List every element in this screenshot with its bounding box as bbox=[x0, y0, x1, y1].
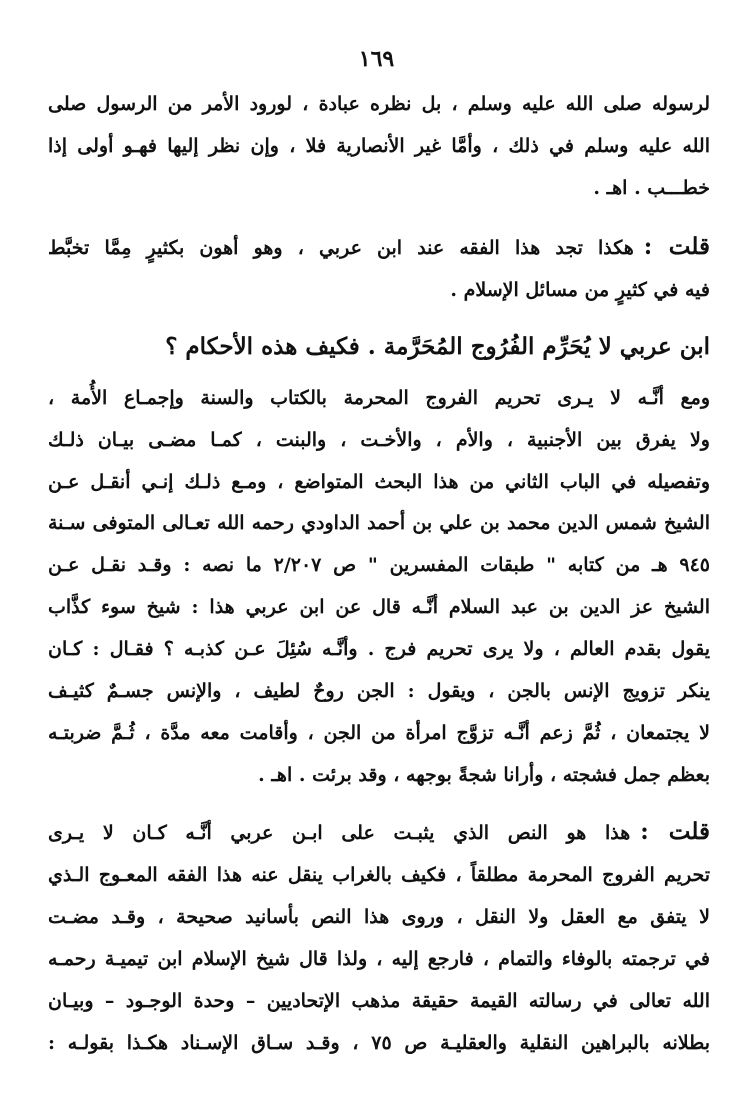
paragraph-1-line-2: الله عليه وسلم في ذلك ، وأمَّا غير الأنصارية فلا ، وإن نظر إليها فهـو أولى إذا bbox=[48, 135, 710, 157]
paragraph-1-line-3: خطـــب . اهـ . bbox=[593, 177, 710, 199]
paragraph-4-line-2: تحريم الفروج المحرمة مطلقاً ، فكيف بالغراب ينقل عنه هذا الفقه المعـوج الـذي bbox=[48, 864, 710, 886]
paragraph-4-line-1 bbox=[48, 812, 710, 852]
paragraph-4-line-5: الله تعالى في رسالته القيمة حقيقة مذهب الإتحاديين – وحدة الوجـود – وبيـان bbox=[48, 990, 710, 1012]
paragraph-3-line-10: بعظم جمل فشجته ، وأرانا شجةً بوجهه ، وقد برئت . اهـ . bbox=[258, 764, 710, 786]
qultu-label-2: قلت : bbox=[640, 818, 710, 845]
paragraph-2-line-1 bbox=[48, 227, 710, 267]
paragraph-2-line-1-text: هكذا تجد هذا الفقه عند ابن عربي ، وهو أهون بكثيرٍ مِمَّا تخبَّط bbox=[48, 237, 634, 259]
paragraph-3-line-5: ٩٤٥ هـ من كتابه " طبقات المفسرين " ص ٢/٢٠٧ ما نصه : وقـد نقـل عـن bbox=[48, 554, 710, 576]
paragraph-3-line-8: ينكر تزويج الإنس بالجن ، ويقول : الجن روحٌ لطيف ، والإنس جسـمٌ كثيـف bbox=[48, 680, 710, 702]
paragraph-3-line-2: ولا يفرق بين الأجنبية ، والأم ، والأخـت ، والبنت ، كمـا مضـى بيـان ذلـك bbox=[48, 429, 710, 451]
paragraph-4-line-1-text: هذا هو النص الذي يثبـت على ابـن عربي أنَّـه كـان لا يـرى bbox=[48, 822, 631, 844]
paragraph-3-line-6: الشيخ عز الدين بن عبد السلام أنَّـه قال عن ابن عربي هذا : شيخ سوء كذَّاب bbox=[48, 596, 710, 618]
qultu-label: قلت : bbox=[643, 233, 710, 260]
paragraph-4-line-4: في ترجمته بالوفاء والتمام ، فارجع إليه ، ولذا قال شيخ الإسلام ابن تيميـة رحمـه bbox=[48, 948, 710, 970]
paragraph-3-line-3: وتفصيله في الباب الثاني من هذا البحث المتواضع ، ومـع ذلـك إنـي أنقـل عـن bbox=[48, 471, 710, 493]
paragraph-3-line-1: ومع أنَّـه لا يـرى تحريم الفروج المحرمة بالكتاب والسنة وإجمـاع الأُمة ، bbox=[48, 387, 710, 409]
paragraph-3-line-7: يقول بقدم العالم ، ولا يرى تحريم فرج . وأنَّـه سُئِلَ عـن كذبـه ؟ فقـال : كـان bbox=[48, 638, 710, 660]
section-heading: ابن عربي لا يُحَرِّم الفُرُوج المُحَرَّمة . فكيف هذه الأحكام ؟ bbox=[165, 333, 710, 360]
paragraph-2-line-2: فيه في كثيرٍ من مسائل الإسلام . bbox=[450, 279, 710, 301]
paragraph-4-line-3: لا يتفق مع العقل ولا النقل ، وروى هذا النص بأسانيد صحيحة ، وقـد مضـت bbox=[48, 906, 710, 928]
paragraph-3-line-4: الشيخ شمس الدين محمد بن علي بن أحمد الداودي رحمه الله تعـالى المتوفى سـنة bbox=[48, 512, 710, 534]
paragraph-1-line-1: لرسوله صلى الله عليه وسلم ، بل نظره عبادة ، لورود الأمر من الرسول صلى bbox=[48, 93, 710, 115]
page-number: ١٦٩ bbox=[358, 46, 395, 72]
paragraph-3-line-9: لا يجتمعان ، ثُمَّ زعم أنَّـه تزوَّج امرأة من الجن ، وأقامت معه مدَّة ، ثُـمَّ ضربتـه bbox=[48, 722, 710, 744]
paragraph-4-line-6: بطلانه بالبراهين النقلية والعقليـة ص ٧٥ ، وقـد سـاق الإسـناد هكـذا بقولـه : bbox=[48, 1032, 710, 1054]
